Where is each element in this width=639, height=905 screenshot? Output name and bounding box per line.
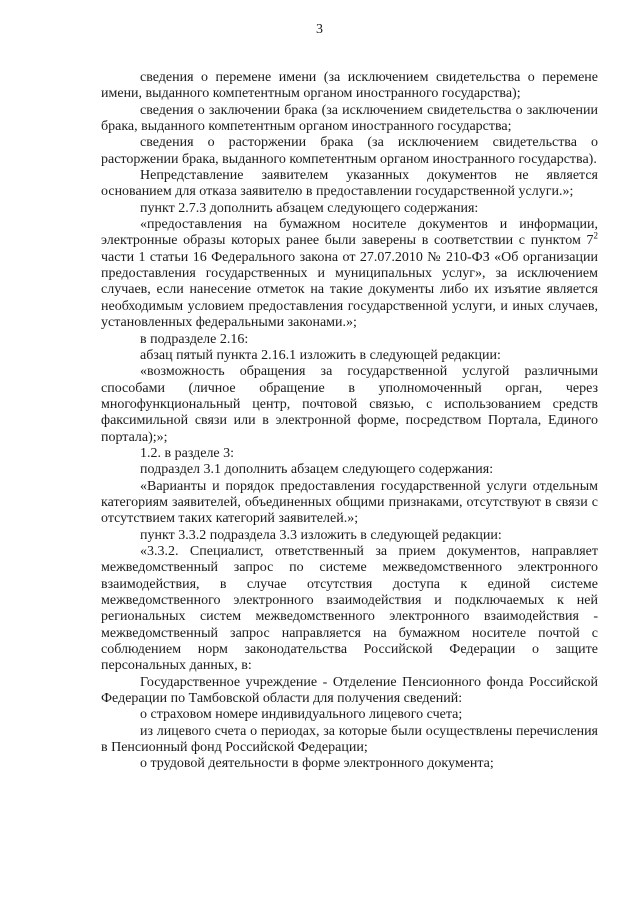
paragraph: пункт 2.7.3 дополнить абзацем следующего содержания: <box>140 200 479 216</box>
paragraph: сведения о расторжении брака (за исключением свидетельства о расторжении брака, выданного компетентным органом иностранного государства). <box>101 135 598 167</box>
paragraph: «3.3.2. Специалист, ответственный за прием документов, направляет межведомственный запрос по системе межведомственного электронного взаимодействия, в случае отсутствия доступа к единой системе межведомственного электронного взаимодействия и подключаемых к ней региональных систем межведомственного электронного взаимодействия - межведомственный запрос направляется на бумажном носителе почтой с соблюдением норм законодательства Российской Федерации о защите персональных данных, в: <box>101 543 598 674</box>
paragraph: из лицевого счета о периодах, за которые были осуществлены перечисления в Пенсионный фонд Российской Федерации; <box>101 723 598 756</box>
paragraph: «Варианты и порядок предоставления государственной услуги отдельным категориям заявителей, объединенных общими признаками, отсутствуют в связи с отсутствием таких категорий заявителей.»; <box>101 478 598 527</box>
paragraph <box>101 217 598 331</box>
paragraph: абзац пятый пункта 2.16.1 изложить в следующей редакции: <box>140 347 501 363</box>
superscript: 2 <box>593 230 598 241</box>
paragraph: подраздел 3.1 дополнить абзацем следующего содержания: <box>140 462 494 478</box>
paragraph: пункт 3.3.2 подраздела 3.3 изложить в следующей редакции: <box>140 527 502 543</box>
paragraph: сведения о перемене имени (за исключением свидетельства о перемене имени, выданного компетентным органом иностранного государства); <box>101 70 598 102</box>
document-body <box>101 70 598 773</box>
paragraph: Непредставление заявителем указанных документов не является основанием для отказа заявителю в предоставлении государственной услуги.»; <box>101 168 598 200</box>
paragraph: Государственное учреждение - Отделение Пенсионного фонда Российской Федерации по Тамбовской области для получения сведений: <box>101 674 598 707</box>
paragraph: о трудовой деятельности в форме электронного документа; <box>140 756 494 772</box>
paragraph: в подразделе 2.16: <box>140 331 249 347</box>
page-number: 3 <box>316 22 323 37</box>
paragraph: «возможность обращения за государственной услугой различными способами (личное обращение в уполномоченный орган, через многофункциональный центр, почтовой связью, с использованием средств факсимильной связи или в электронной форме, посредством Портала, Единого портала);»; <box>101 364 598 445</box>
paragraph: о страховом номере индивидуального лицевого счета; <box>140 707 463 723</box>
paragraph: сведения о заключении брака (за исключением свидетельства о заключении брака, выданного компетентным органом иностранного государства; <box>101 102 598 135</box>
paragraph: 1.2. в разделе 3: <box>140 445 235 461</box>
paragraph-text: «предоставления на бумажном носителе документов и информации, электронные образы которых ранее были заверены в соответствии с пунктом 7 <box>101 217 598 249</box>
paragraph-text: части 1 статьи 16 Федерального закона от 27.07.2010 № 210-ФЗ «Об организации предоставления государственных и муниципальных услуг», за исключением случаев, если нанесение отметок на такие документы либо их изъятие является необходимым условием предоставления государственной услуги, и иных случаев, установленных федеральными законами.»; <box>101 249 598 331</box>
